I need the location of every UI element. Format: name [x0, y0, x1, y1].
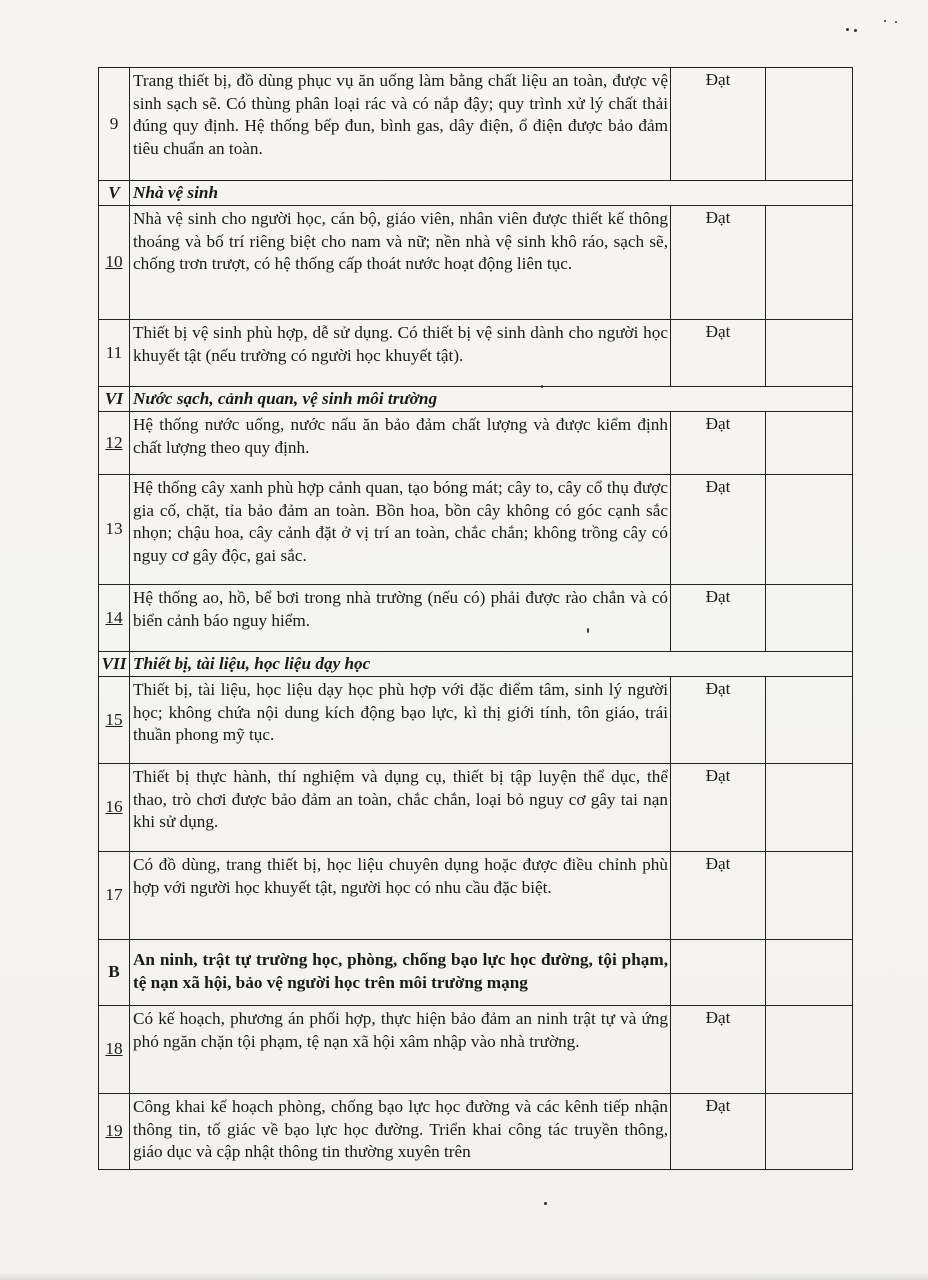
- item-number: [99, 1094, 130, 1170]
- note-cell: [766, 412, 853, 475]
- item-number: [99, 585, 130, 652]
- item-number-text: 18: [105, 1039, 123, 1059]
- item-number: [99, 852, 130, 940]
- item-number-text: 12: [105, 432, 123, 452]
- item-number: [99, 764, 130, 852]
- note-cell: [766, 1006, 853, 1094]
- item-number-text: 14: [105, 607, 123, 627]
- result-cell: Đạt: [671, 320, 766, 387]
- item-number: [99, 68, 130, 181]
- table-row: [99, 68, 853, 181]
- item-number-text: 19: [105, 1121, 123, 1141]
- result-cell: [671, 940, 766, 1006]
- item-number: [99, 677, 130, 764]
- criterion-text: Có kế hoạch, phương án phối hợp, thực hiện bảo đảm an ninh trật tự và ứng phó ngăn chặn tội phạm, tệ nạn xã hội xâm nhập vào nhà trường.: [130, 1006, 671, 1094]
- major-section-row: [99, 940, 853, 1006]
- item-number: [99, 412, 130, 475]
- section-number: VI: [99, 387, 130, 412]
- scan-speck: [884, 20, 886, 22]
- item-number-text: 9: [109, 113, 119, 133]
- result-cell: Đạt: [671, 764, 766, 852]
- note-cell: [766, 852, 853, 940]
- item-number: [99, 475, 130, 585]
- criterion-text: Thiết bị vệ sinh phù hợp, dễ sử dụng. Có thiết bị vệ sinh dành cho người học khuyết tật (nếu trường có người học khuyết tật).: [130, 320, 671, 387]
- table-row: [99, 1006, 853, 1094]
- item-number-text: 11: [105, 342, 123, 362]
- criterion-text: Hệ thống nước uống, nước nấu ăn bảo đảm chất lượng và được kiểm định chất lượng theo quy định.: [130, 412, 671, 475]
- note-cell: [766, 764, 853, 852]
- item-number-text: 16: [105, 797, 123, 817]
- table-row: [99, 585, 853, 652]
- result-cell: Đạt: [671, 585, 766, 652]
- note-cell: [766, 206, 853, 320]
- section-header-row: [99, 652, 853, 677]
- criterion-text: Công khai kế hoạch phòng, chống bạo lực học đường và các kênh tiếp nhận thông tin, tố giác về bạo lực học đường. Triển khai công tác truyền thông, giáo dục và cập nhật thông tin thường xuyên trên: [130, 1094, 671, 1170]
- criterion-text: Thiết bị, tài liệu, học liệu dạy học phù hợp với đặc điểm tâm, sinh lý người học; không chứa nội dung kích động bạo lực, kì thị giới tính, tôn giáo, trái thuần phong mỹ tục.: [130, 677, 671, 764]
- criterion-text: Thiết bị thực hành, thí nghiệm và dụng cụ, thiết bị tập luyện thể dục, thể thao, trò chơi được bảo đảm an toàn, chắc chắn, loại bỏ nguy cơ gây tai nạn khi sử dụng.: [130, 764, 671, 852]
- table-row: [99, 764, 853, 852]
- section-header-row: [99, 387, 853, 412]
- table-row: [99, 852, 853, 940]
- result-cell: Đạt: [671, 1006, 766, 1094]
- item-number-text: 13: [105, 519, 123, 539]
- scan-edge-shadow: [0, 1272, 928, 1280]
- criterion-text: Hệ thống cây xanh phù hợp cảnh quan, tạo bóng mát; cây to, cây cổ thụ được gia cố, chặt, tỉa bảo đảm an toàn. Bồn hoa, bồn cây không có góc cạnh sắc nhọn; chậu hoa, cây cảnh đặt ở vị trí an toàn, chắc chắn; không trồng cây có nguy cơ gây độc, gai sắc.: [130, 475, 671, 585]
- result-cell: Đạt: [671, 677, 766, 764]
- table-row: [99, 412, 853, 475]
- criterion-text: Hệ thống ao, hồ, bể bơi trong nhà trường (nếu có) phải được rào chắn và có biển cảnh báo nguy hiểm.: [130, 585, 671, 652]
- item-number: [99, 320, 130, 387]
- section-number: VII: [99, 652, 130, 677]
- result-cell: Đạt: [671, 68, 766, 181]
- checklist-body: [99, 68, 853, 1170]
- major-section-letter: B: [99, 940, 130, 1006]
- section-title: Nước sạch, cảnh quan, vệ sinh môi trường: [130, 387, 853, 412]
- item-number-text: 10: [105, 252, 123, 272]
- note-cell: [766, 68, 853, 181]
- criterion-text: Nhà vệ sinh cho người học, cán bộ, giáo viên, nhân viên được thiết kế thông thoáng và bố trí riêng biệt cho nam và nữ; nền nhà vệ sinh khô ráo, sạch sẽ, chống trơn trượt, có hệ thống cấp thoát nước hoạt động liên tục.: [130, 206, 671, 320]
- section-title: Thiết bị, tài liệu, học liệu dạy học: [130, 652, 853, 677]
- scan-speck: [846, 28, 849, 31]
- section-number: V: [99, 181, 130, 206]
- scan-speck: [544, 1202, 547, 1205]
- criterion-text: Có đồ dùng, trang thiết bị, học liệu chuyên dụng hoặc được điều chỉnh phù hợp với người học khuyết tật, người học có nhu cầu đặc biệt.: [130, 852, 671, 940]
- result-cell: Đạt: [671, 475, 766, 585]
- table-row: [99, 1094, 853, 1170]
- section-header-row: [99, 181, 853, 206]
- table-row: [99, 320, 853, 387]
- note-cell: [766, 475, 853, 585]
- table-row: [99, 206, 853, 320]
- note-cell: [766, 677, 853, 764]
- result-cell: Đạt: [671, 1094, 766, 1170]
- item-number-text: 15: [105, 709, 123, 729]
- table-row: [99, 677, 853, 764]
- note-cell: [766, 320, 853, 387]
- note-cell: [766, 1094, 853, 1170]
- section-title: Nhà vệ sinh: [130, 181, 853, 206]
- result-cell: Đạt: [671, 412, 766, 475]
- criterion-text: Trang thiết bị, đồ dùng phục vụ ăn uống làm bằng chất liệu an toàn, được vệ sinh sạch sẽ. Có thùng phân loại rác và có nắp đậy; quy trình xử lý chất thải đúng quy định. Hệ thống bếp đun, bình gas, dây điện, ổ điện được bảo đảm tiêu chuẩn an toàn.: [130, 68, 671, 181]
- scan-speck: [854, 29, 857, 32]
- scan-speck: [895, 21, 897, 23]
- result-cell: Đạt: [671, 852, 766, 940]
- note-cell: [766, 585, 853, 652]
- item-number: [99, 1006, 130, 1094]
- table-row: [99, 475, 853, 585]
- checklist-table: [98, 67, 853, 1170]
- note-cell: [766, 940, 853, 1006]
- item-number-text: 17: [105, 885, 123, 905]
- result-cell: Đạt: [671, 206, 766, 320]
- major-section-title: An ninh, trật tự trường học, phòng, chống bạo lực học đường, tội phạm, tệ nạn xã hội, bảo vệ người học trên môi trường mạng: [130, 940, 671, 1006]
- item-number: [99, 206, 130, 320]
